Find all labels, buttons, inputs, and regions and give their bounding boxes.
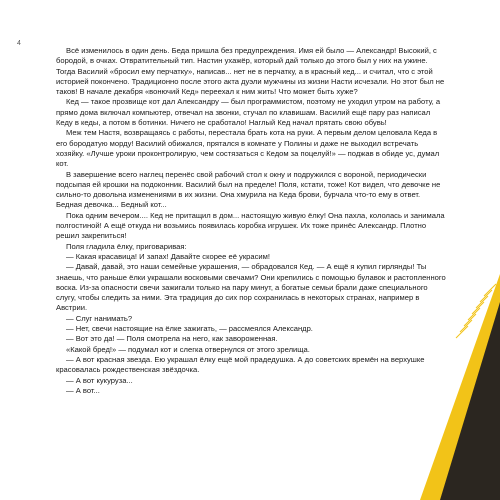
paragraph: Пока одним вечером.... Кед не притащил в дом... настоящую живую ёлку! Она пахла, кололась и занимала полгостиной! А ещё откуда ни возьмись появилась коробка игрушек. Их тоже принёс Александр. Плотно решил закрепиться!: [56, 210, 445, 241]
paragraph: В завершение всего наглец перенёс свой рабочий стол к окну и подружился с вороной, периодически подсыпая ей крошки на подоконник. Василий был на пределе! Поля, кстати, тоже! Кот видел, что девочке не сильно-то довольна изменениями в их жизни. Она хмурила на Кеда брови, бурчала что-то ему в ответ. Бедная девочка... Бедный кот...: [56, 169, 441, 210]
page-number: 4: [17, 40, 21, 47]
paragraph: — Вот это да! — Поля смотрела на него, как завороженная.: [66, 334, 278, 344]
paragraph: «Какой бред!» — подумал кот и слегка отвернулся от этого зрелища.: [66, 344, 310, 354]
paragraph: Кед — такое прозвище кот дал Александру — был программистом, поэтому не уходил утром на работу, а прямо дома включал компьютер, отвечал на звонки, стучал по клавишам. Василий ещё пару раз написал Кеду в кеды, а потом в ботинки. Ничего не сработало! Наглый Кед начал прятать свою обувь!: [56, 97, 441, 128]
paragraph: — Слуг нанимать?: [66, 313, 133, 323]
paragraph: — А вот кукуруза...: [66, 375, 133, 385]
paragraph: — А вот красная звезда. Ею украшал ёлку ещё мой прадедушка. А до советских времён на верхушке красовалась рождественская звёздочка.: [56, 354, 425, 375]
paragraph: — А вот...: [66, 385, 100, 395]
tree-illustration: [360, 262, 500, 500]
paragraph: Всё изменилось в один день. Беда пришла без предупреждения. Имя ей было — Александр! Высокий, с бородой, в очках. Отвратительный тип. Настин ухажёр, который дай только до этого был у них на ужине. Тогда Василий «бросил ему перчатку», написав... нет не в перчатку, а в красный кед... и считал, что с этой историей покончено. Традиционно после этого акта дуэли мужчины из жизни Насти исчезали. Но этот был не таков! В начале декабря «вонючий Кед» переехал к ним жить! Что может быть хуже?: [56, 46, 445, 97]
paragraph: Меж тем Настя, возвращаясь с работы, перестала брать кота на руки. А первым делом целовала Кеда в его бородатую морду! Василий обижался, прятался в комнате у Полины и даже не выходил встречать хозяйку. «Лучше уроки проконтролирую, чем состязаться с Кедом за поцелуй!» — поджав в обиде ус, думал кот.: [56, 128, 440, 169]
paragraph: Поля гладила ёлку, приговаривая:: [66, 241, 187, 251]
paragraph: — Давай, давай, это наши семейные украшения, — обрадовался Кед. — А ещё я купил гирлянды! Ты знаешь, что раньше ёлки украшали восковыми свечами? Они крепились с помощью булавок и растопленного воска. Из-за опасности свечи зажигали только на пару минут, а богатые семьи брали даже специального слугу, чтобы следить за ними. Эта традиция до сих пор сохранилась в некоторых странах, например в Австрии.: [56, 262, 446, 313]
paragraph: — Какая красавица! И запах! Давайте скорее её украсим!: [66, 251, 270, 261]
paragraph: — Нет, свечи настоящие на ёлке зажигать, — рассмеялся Александр.: [66, 324, 313, 334]
